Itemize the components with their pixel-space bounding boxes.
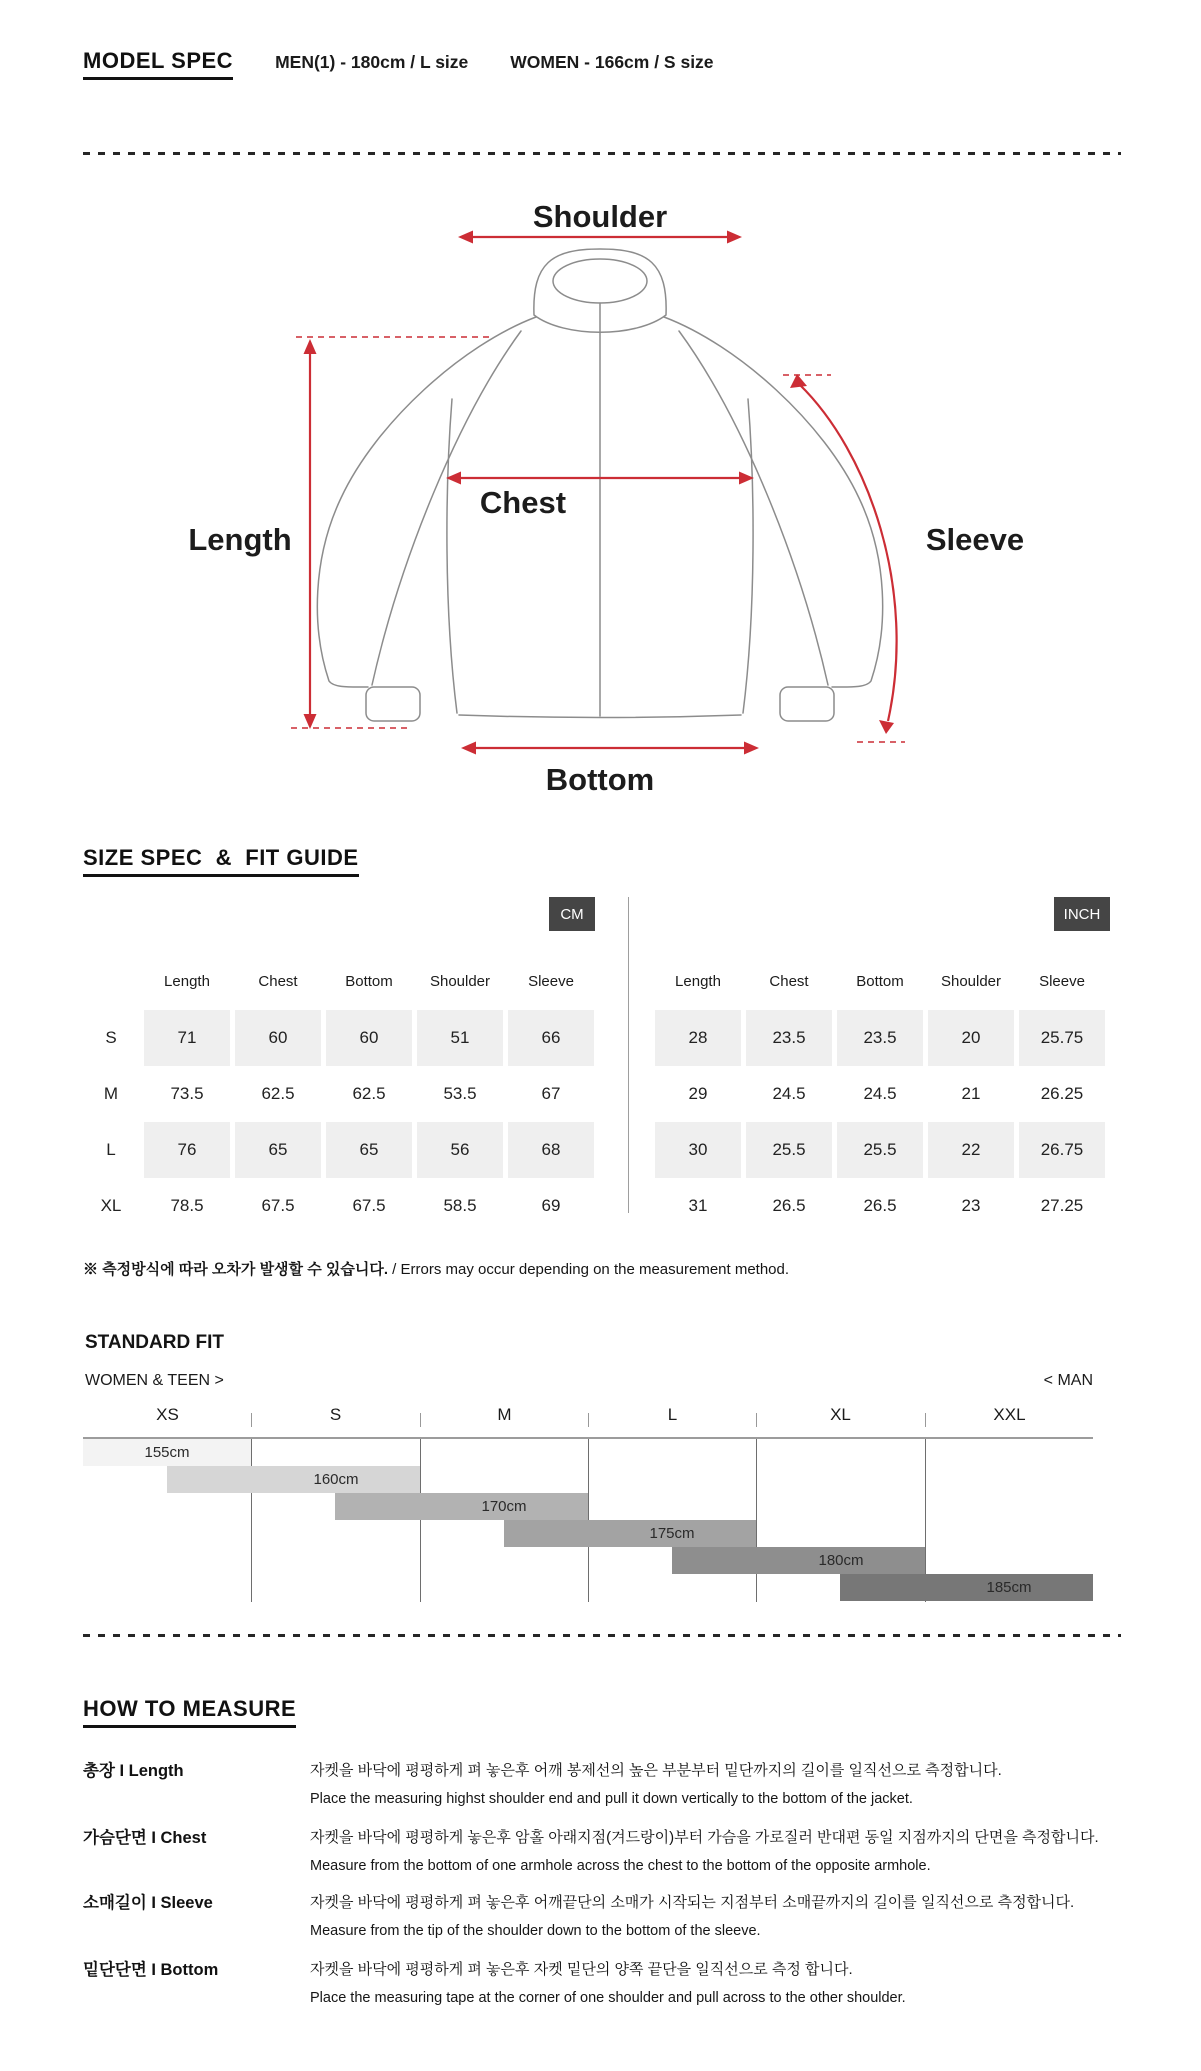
standard-fit-chart [83, 1405, 1093, 1602]
measure-desc-en: Place the measuring tape at the corner of one shoulder and pull across to the other shoulder. [310, 1990, 906, 2006]
table-cell: 26.5 [863, 1196, 897, 1215]
table-row [83, 1122, 594, 1178]
measure-desc [310, 1824, 1118, 1880]
size-table-inch [650, 952, 1110, 1234]
size-label: XL [100, 1196, 122, 1215]
table-cell: 76 [144, 1122, 230, 1178]
shoulder-arrowhead-left [458, 231, 473, 244]
measure-row-bottom [83, 1956, 1118, 2012]
fit-size-m: M [497, 1405, 512, 1424]
collar-opening [553, 259, 647, 303]
right-sleeve-outer [664, 317, 883, 687]
table-cell: 27.25 [1040, 1196, 1084, 1215]
table-cell: 26.25 [1040, 1084, 1084, 1103]
table-cell: 29 [688, 1084, 708, 1103]
table-cell: 26.75 [1019, 1122, 1105, 1178]
fit-column-divider [756, 1439, 757, 1602]
bottom-label: Bottom [545, 762, 655, 797]
measure-label: 소매길이 I Sleeve [83, 1894, 213, 1912]
note-korean: ※ 측정방식에 따라 오차가 발생할 수 있습니다. [83, 1261, 388, 1278]
model-spec-title: MODEL SPEC [83, 48, 233, 80]
measure-desc-ko: 자켓을 바닥에 평평하게 놓은후 암홀 아래지점(겨드랑이)부터 가슴을 가로질러 반대편 동일 지점까지의 단면을 측정합니다. [310, 1829, 1099, 1846]
table-row [83, 1066, 594, 1122]
length-arrowhead-top [304, 339, 317, 354]
size-spec-section-header [83, 845, 359, 877]
table-divider-line [628, 897, 629, 1213]
measure-desc-ko: 자켓을 바닥에 평평하게 펴 놓은후 어깨끝단의 소매가 시작되는 지점부터 소매끝까지의 길이를 일직선으로 측정합니다. [310, 1894, 1075, 1911]
cm-col-bottom: Bottom [345, 972, 393, 990]
measure-desc-ko: 자켓을 바닥에 평평하게 펴 놓은후 자켓 밑단의 양쪽 끝단을 일직선으로 측정 합니다. [310, 1961, 853, 1978]
measure-arrows [291, 237, 905, 748]
shoulder-arrowhead-right [727, 231, 742, 244]
table-cell: 65 [326, 1122, 412, 1178]
unit-badge-cm: CM [549, 897, 595, 931]
table-cell: 67.5 [261, 1196, 295, 1215]
measure-label: 가슴단면 I Chest [83, 1829, 207, 1847]
table-cell: 53.5 [443, 1084, 477, 1103]
fit-bar-175: 175cm [504, 1520, 756, 1547]
measurement-note [83, 1258, 789, 1279]
fit-label-tick [251, 1413, 252, 1427]
table-cell: 62.5 [352, 1084, 386, 1103]
fit-right-label: < MAN [1043, 1372, 1093, 1389]
how-to-measure-header [83, 1696, 296, 1728]
fit-size-l: L [667, 1405, 678, 1424]
table-cell: 56 [417, 1122, 503, 1178]
cm-col-length: Length [164, 972, 210, 990]
size-label: L [106, 1140, 116, 1159]
table-cell: 67 [541, 1084, 561, 1103]
model-spec-header [83, 48, 714, 80]
sleeve-arrowhead-top [790, 374, 807, 388]
fit-size-xl: XL [830, 1405, 851, 1424]
how-to-measure-title: HOW TO MEASURE [83, 1696, 296, 1728]
table-cell: 67.5 [352, 1196, 386, 1215]
table-cell: 24.5 [863, 1084, 897, 1103]
right-body-seam [743, 399, 753, 713]
model-spec-women: WOMEN - 166cm / S size [510, 52, 714, 72]
table-cell: 62.5 [261, 1084, 295, 1103]
table-cell: 25.5 [837, 1122, 923, 1178]
measure-row-sleeve [83, 1889, 1118, 1945]
fit-bar-160: 160cm [167, 1466, 420, 1493]
fit-label-tick [588, 1413, 589, 1427]
table-cell: 66 [508, 1010, 594, 1066]
table-cell: 23.5 [837, 1010, 923, 1066]
length-arrowhead-bottom [304, 714, 317, 729]
table-cell: 69 [541, 1196, 561, 1215]
arrowheads [304, 231, 895, 755]
measure-label: 총장 I Length [83, 1762, 184, 1780]
fit-label-tick [925, 1413, 926, 1427]
fit-label-tick [420, 1413, 421, 1427]
table-cell: 78.5 [170, 1196, 204, 1215]
fit-bar-180: 180cm [672, 1547, 925, 1574]
right-cuff [780, 687, 834, 721]
left-body-seam [447, 399, 457, 713]
inch-col-bottom: Bottom [856, 972, 904, 990]
table-cell: 68 [508, 1122, 594, 1178]
table-cell: 51 [417, 1010, 503, 1066]
table-row [655, 1178, 1105, 1234]
table-cell: 73.5 [170, 1084, 204, 1103]
dashed-divider-bottom [83, 1634, 1121, 1637]
cm-col-chest: Chest [258, 972, 298, 990]
jacket-outline [317, 249, 882, 721]
left-cuff [366, 687, 420, 721]
measure-row-length [83, 1757, 1118, 1813]
table-cell: 23 [961, 1196, 981, 1215]
unit-badge-inch: INCH [1054, 897, 1110, 931]
table-cell: 25.75 [1019, 1010, 1105, 1066]
inch-col-chest: Chest [769, 972, 809, 990]
table-cell: 30 [655, 1122, 741, 1178]
table-row [83, 1178, 594, 1234]
table-cell: 26.5 [772, 1196, 806, 1215]
table-cell: 60 [326, 1010, 412, 1066]
inch-col-length: Length [675, 972, 721, 990]
table-row [83, 1010, 594, 1066]
measure-desc-en: Place the measuring highst shoulder end and pull it down vertically to the bottom of the jacket. [310, 1791, 913, 1807]
table-cell: 24.5 [772, 1084, 806, 1103]
size-table-cm [78, 952, 599, 1234]
sleeve-label: Sleeve [925, 522, 1025, 557]
table-cell: 58.5 [443, 1196, 477, 1215]
fit-bar-185: 185cm [840, 1574, 1093, 1601]
dashed-divider-top [83, 152, 1121, 155]
table-cell: 23.5 [746, 1010, 832, 1066]
table-cell: 60 [235, 1010, 321, 1066]
note-english: / Errors may occur depending on the measurement method. [388, 1261, 790, 1278]
table-cell: 65 [235, 1122, 321, 1178]
fit-label-tick [756, 1413, 757, 1427]
table-cell: 71 [144, 1010, 230, 1066]
size-label: M [103, 1084, 119, 1103]
standard-fit-title: STANDARD FIT [85, 1332, 224, 1353]
cm-col-sleeve: Sleeve [528, 972, 574, 990]
bottom-arrowhead-right [744, 742, 759, 755]
fit-size-xs: XS [156, 1405, 179, 1424]
jacket-measure-diagram [0, 165, 1201, 825]
measure-desc [310, 1956, 1118, 2012]
table-cell: 21 [961, 1084, 981, 1103]
length-label: Length [188, 522, 292, 557]
size-label: S [105, 1028, 117, 1047]
measure-label: 밑단단면 I Bottom [83, 1961, 219, 1979]
sleeve-arrow-curve [799, 384, 897, 721]
table-cell: 31 [688, 1196, 708, 1215]
fit-bar-170: 170cm [335, 1493, 588, 1520]
fit-column-divider [420, 1439, 421, 1602]
cm-size-col-header [83, 952, 139, 1010]
inch-col-shoulder: Shoulder [940, 972, 1002, 990]
table-row [655, 1122, 1105, 1178]
table-cell: 28 [655, 1010, 741, 1066]
measure-desc [310, 1889, 1118, 1945]
fit-column-divider [251, 1439, 252, 1602]
fit-bar-155: 155cm [83, 1439, 251, 1466]
size-spec-title: SIZE SPEC & FIT GUIDE [83, 845, 359, 877]
inch-col-sleeve: Sleeve [1039, 972, 1085, 990]
inch-header-row [655, 952, 1105, 1010]
cm-header-row [83, 952, 594, 1010]
bottom-arrowhead-left [461, 742, 476, 755]
measure-desc-en: Measure from the tip of the shoulder down to the bottom of the sleeve. [310, 1923, 761, 1939]
table-row [655, 1066, 1105, 1122]
table-row [655, 1010, 1105, 1066]
fit-size-s: S [329, 1405, 342, 1424]
shoulder-label: Shoulder [532, 199, 668, 234]
measure-desc-en: Measure from the bottom of one armhole across the chest to the bottom of the opposite armhole. [310, 1858, 931, 1874]
table-cell: 25.5 [746, 1122, 832, 1178]
fit-size-xxl: XXL [993, 1405, 1026, 1424]
chest-label: Chest [479, 485, 567, 520]
measure-row-chest [83, 1824, 1118, 1880]
measure-desc [310, 1757, 1118, 1813]
fit-left-label: WOMEN & TEEN > [85, 1372, 224, 1389]
diagram-labels [188, 199, 1024, 797]
table-cell: 20 [928, 1010, 1014, 1066]
measure-desc-ko: 자켓을 바닥에 평평하게 펴 놓은후 어깨 봉제선의 높은 부분부터 밑단까지의 길이를 일직선으로 측정합니다. [310, 1762, 1002, 1779]
model-spec-men: MEN(1) - 180cm / L size [275, 52, 469, 72]
cm-col-shoulder: Shoulder [429, 972, 491, 990]
sleeve-arrowhead-bottom [879, 720, 894, 734]
table-cell: 22 [928, 1122, 1014, 1178]
